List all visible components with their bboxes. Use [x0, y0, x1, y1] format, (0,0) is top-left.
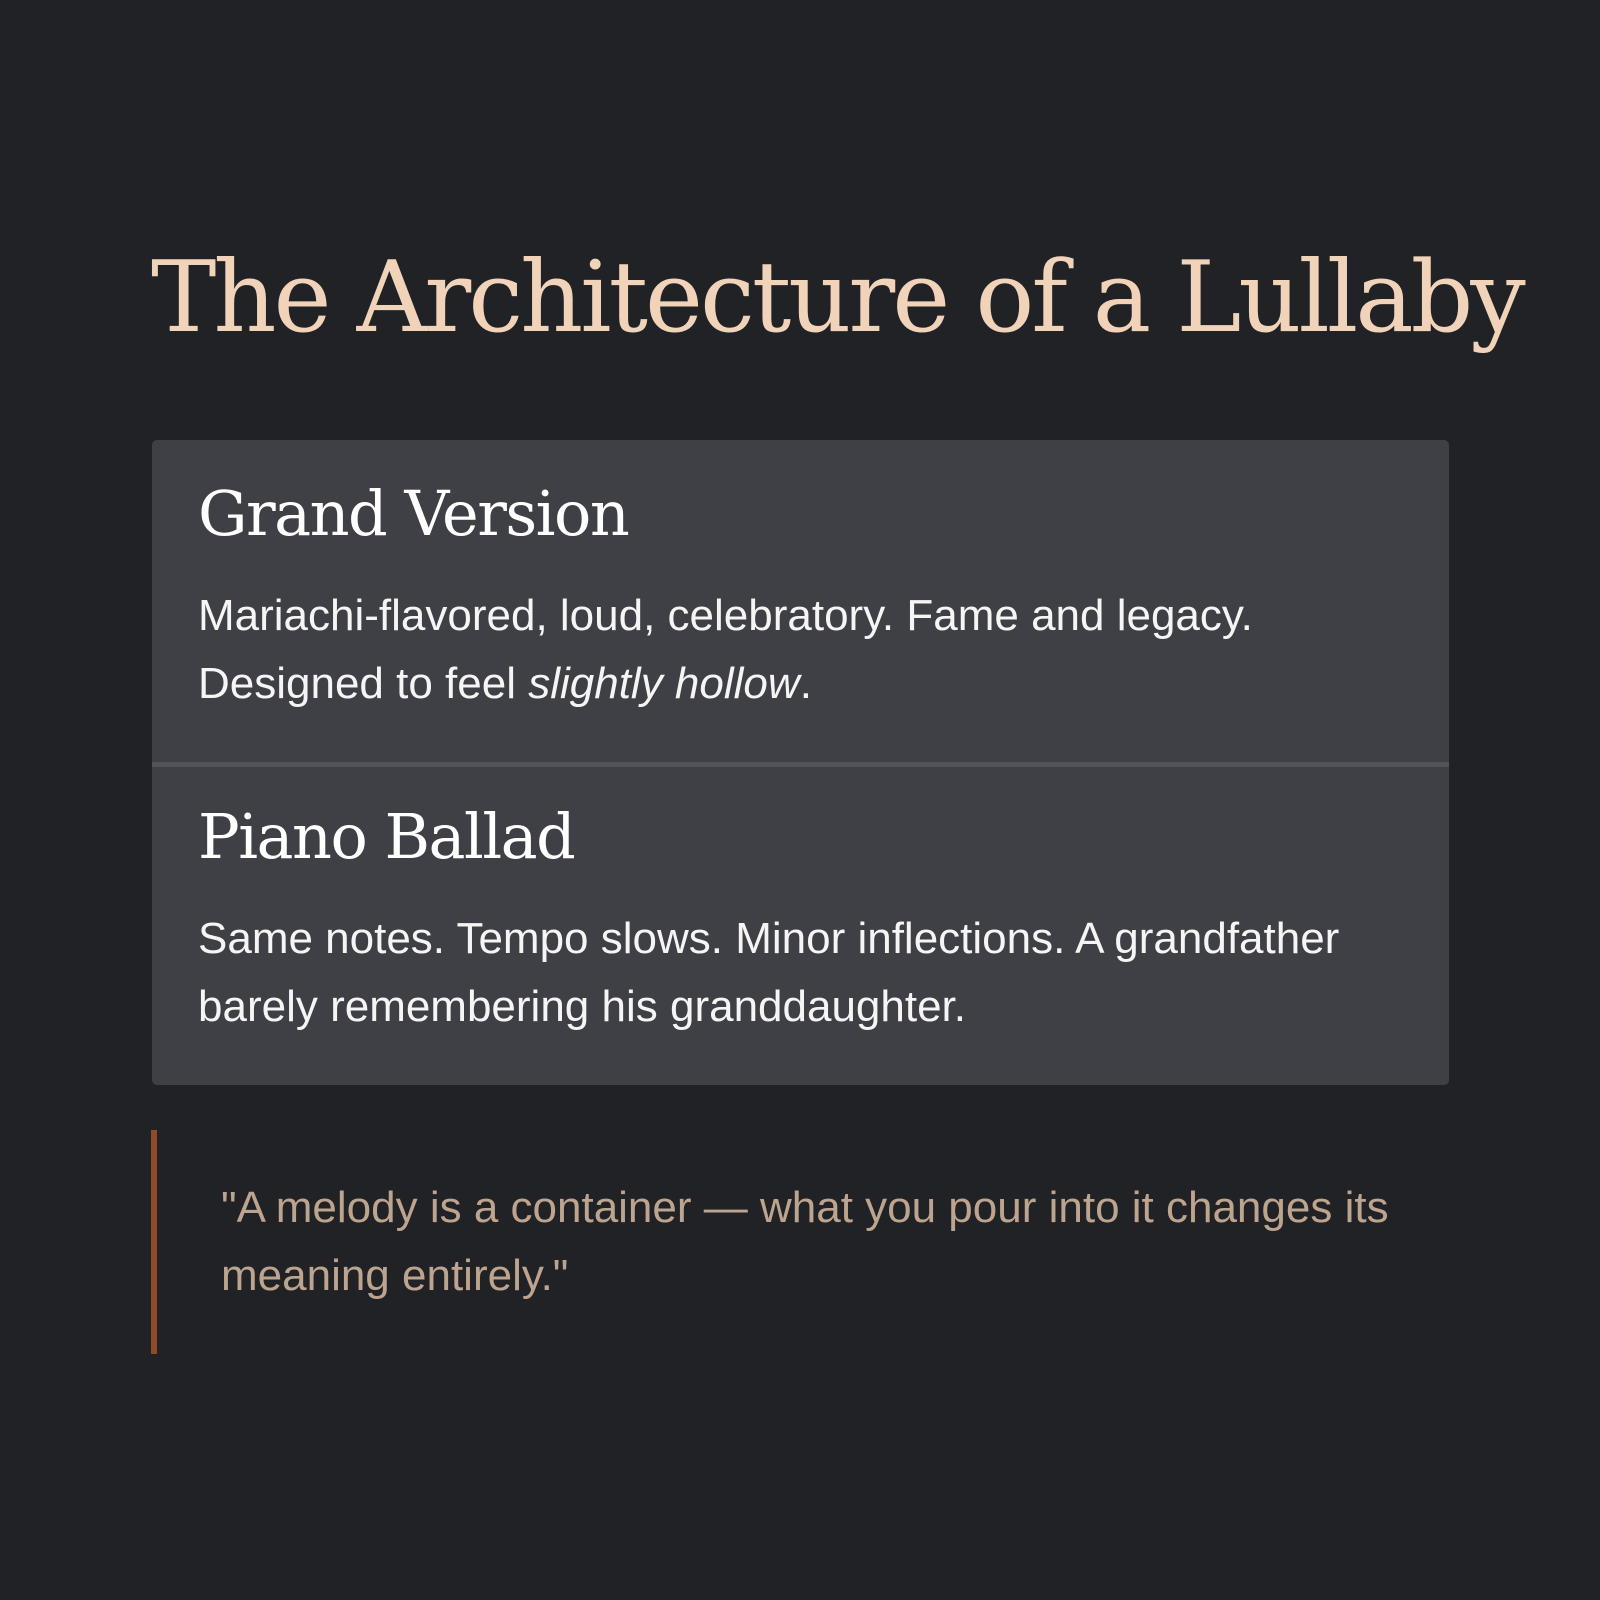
section-body-suffix: . [799, 659, 812, 708]
versions-card [152, 440, 1449, 1085]
section-body-text: Mariachi-flavored, loud, celebratory. Fame and legacy. Designed to feel [198, 591, 1253, 708]
section-body-grand-version [198, 582, 1408, 718]
quote-accent-bar [151, 1130, 157, 1354]
section-title-piano-ballad: Piano Ballad [198, 800, 575, 873]
page-title: The Architecture of a Lullaby [151, 241, 1523, 355]
section-title-grand-version: Grand Version [198, 477, 629, 550]
section-body-emphasis: slightly hollow [528, 659, 800, 708]
section-body-piano-ballad: Same notes. Tempo slows. Minor inflections. A grandfather barely remembering his granddaughter. [198, 914, 1340, 1031]
pull-quote: "A melody is a container — what you pour into it changes its meaning entirely." [221, 1183, 1389, 1300]
section-divider [152, 762, 1449, 767]
